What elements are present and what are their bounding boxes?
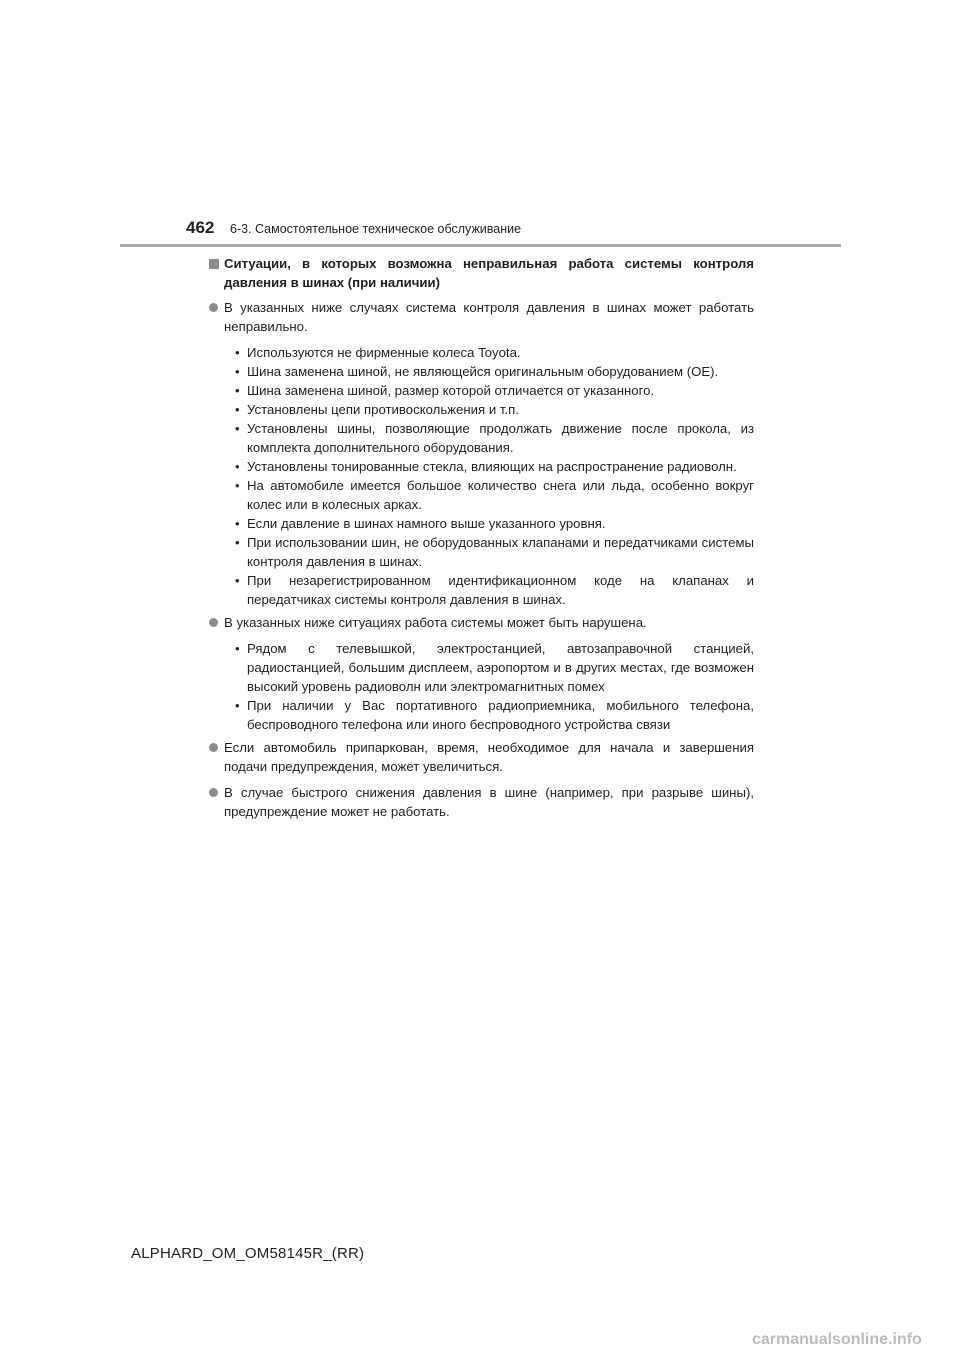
point-2 <box>207 613 754 632</box>
watermark: carmanualsonline.info <box>752 1331 922 1348</box>
bullet-icon: • <box>235 402 240 417</box>
point-text: В указанных ниже случаях система контроля давления в шинах может работать неправильно. <box>224 300 754 334</box>
bullet-icon: • <box>235 573 240 588</box>
list-item: • Используются не фирменные колеса Toyota. <box>235 345 521 360</box>
list-item: • Шина заменена шиной, размер которой отличается от указанного. <box>235 383 655 398</box>
list-item: • При использовании шин, не оборудованных клапанами и передатчиками системы контроля давления в шинах. <box>235 535 754 569</box>
point-text: Если автомобиль припаркован, время, необходимое для начала и завершения подачи предупреждения, может увеличиться. <box>224 740 754 774</box>
bullet-icon: • <box>235 345 240 360</box>
point-1-list <box>207 343 754 609</box>
bullet-icon: • <box>235 641 240 656</box>
bullet-icon: • <box>235 535 240 550</box>
point-4 <box>207 783 754 821</box>
list-item: • Рядом с телевышкой, электростанцией, автозаправочной станцией, радиостанцией, большим дисплеем, аэропортом и в других местах, где возможен высокий уровень радиоволн или электромагнитных помех <box>235 641 754 694</box>
circle-bullet-icon <box>209 743 218 752</box>
point-2-list <box>207 639 754 734</box>
list-item: • Шина заменена шиной, не являющейся оригинальным оборудованием (OE). <box>235 364 719 379</box>
point-text: В случае быстрого снижения давления в шине (например, при разрыве шины), предупреждение может не работать. <box>224 785 754 819</box>
list-item: • Установлены шины, позволяющие продолжать движение после прокола, из комплекта дополнительного оборудования. <box>235 421 754 455</box>
section-heading-text: Ситуации, в которых возможна неправильная работа системы контроля давления в шинах (при наличии) <box>224 256 754 290</box>
list-item: • На автомобиле имеется большое количество снега или льда, особенно вокруг колес или в колесных арках. <box>235 478 754 512</box>
header-rule <box>120 244 841 247</box>
bullet-icon: • <box>235 478 240 493</box>
list-item: • Установлены цепи противоскольжения и т.п. <box>235 402 519 417</box>
bullet-icon: • <box>235 421 240 436</box>
list-item: • При незарегистрированном идентификационном коде на клапанах и передатчиках системы контроля давления в шинах. <box>235 573 754 607</box>
circle-bullet-icon <box>209 618 218 627</box>
list-item: • Установлены тонированные стекла, влияющих на распространение радиоволн. <box>235 459 737 474</box>
chapter-title: 6-3. Самостоятельное техническое обслуживание <box>230 222 522 236</box>
point-1 <box>207 298 754 336</box>
page-number: 462 <box>186 218 215 237</box>
page-header <box>0 0 960 250</box>
list-item: • При наличии у Вас портативного радиоприемника, мобильного телефона, беспроводного телефона или иного беспроводного устройства связи <box>235 698 754 732</box>
square-bullet-icon <box>209 259 219 269</box>
point-3 <box>207 738 754 776</box>
page-content <box>207 254 754 828</box>
point-text: В указанных ниже ситуациях работа системы может быть нарушена. <box>224 615 647 630</box>
bullet-icon: • <box>235 383 240 398</box>
section-heading <box>207 254 754 292</box>
document-code: ALPHARD_OM_OM58145R_(RR) <box>131 1245 365 1262</box>
circle-bullet-icon <box>209 303 218 312</box>
circle-bullet-icon <box>209 788 218 797</box>
bullet-icon: • <box>235 698 240 713</box>
bullet-icon: • <box>235 364 240 379</box>
bullet-icon: • <box>235 459 240 474</box>
bullet-icon: • <box>235 516 240 531</box>
list-item: • Если давление в шинах намного выше указанного уровня. <box>235 516 606 531</box>
